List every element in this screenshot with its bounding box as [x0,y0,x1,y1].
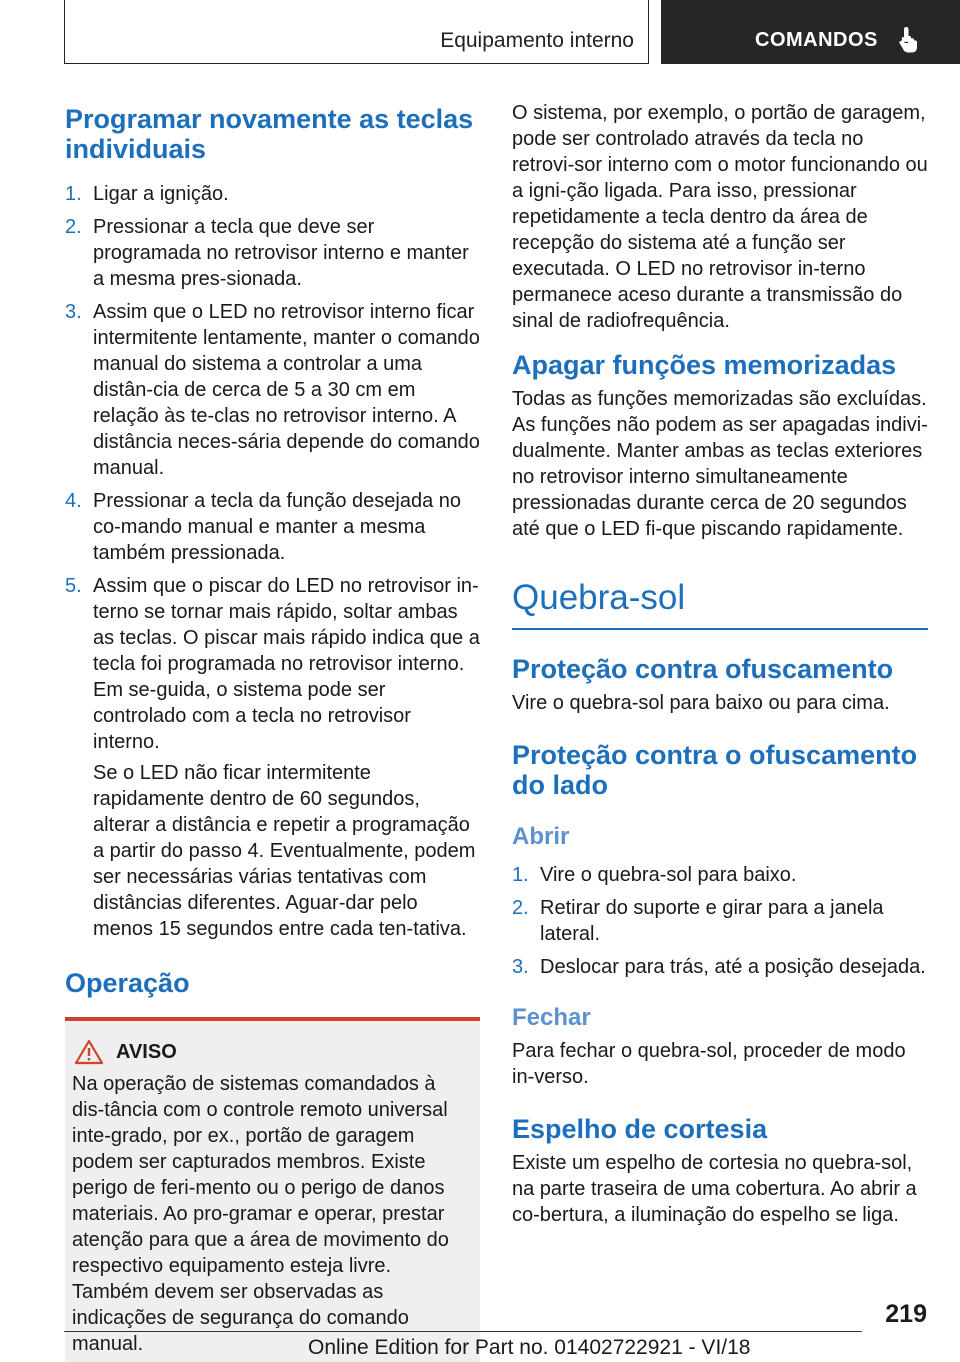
heading-program-keys: Programar novamente as teclas individuais [65,104,474,164]
warning-title: AVISO [116,1040,177,1063]
step-text: Assim que o piscar do LED no retrovisor in-terno se tornar mais rápido, soltar ambas as teclas. O piscar mais rápido indica que a tecla foi programada no retrovisor interno. Em se-guida, o sistema pode ser controlado com a tecla no retrovisor interno. [93,575,480,753]
heading-operation: Operação [65,968,190,998]
delete-functions-text: Todas as funções memorizadas são excluídas. As funções não podem as ser apagadas indivi-dualmente. Manter ambas as teclas exteriores no retrovisor interno simultaneamente pressionadas durante cerca de 20 segundos até que o LED fi-que piscando rapidamente. [512,388,928,540]
header-section-title: Equipamento interno [440,29,634,52]
step-number: 5. [65,575,82,597]
list-item [65,488,480,566]
step5-note: Se o LED não ficar intermitente rapidamente dentro de 60 segundos, alterar a distância e repetir a programação a partir do passo 4. Eventualmente, podem ser necessárias várias tentativas com distâncias diferentes. Aguar-dar pelo menos 15 segundos entre cada ten-tativa. [93,762,476,940]
list-item [512,954,928,980]
list-item [512,895,928,947]
step-text: Pressionar a tecla que deve ser programada no retrovisor interno e manter a mesma pres-sionada. [93,216,469,290]
vanity-mirror-text: Existe um espelho de cortesia no quebra-sol, na parte traseira de uma cobertura. Ao abrir a co-bertura, a iluminação do espelho se liga. [512,1152,917,1226]
list-item [512,862,928,888]
heading-side-glare-protection: Proteção contra o ofuscamento do lado [512,740,918,800]
pointing-hand-icon [897,26,921,54]
step-text: Assim que o LED no retrovisor interno ficar intermitente lentamente, manter o comando manual do sistema a controlar a uma distân-cia de cerca de 5 a 30 cm em relação às te-clas no retrovisor interno. A distância neces-sária depende do comando manual. [93,301,480,479]
header-chapter-title: COMANDOS [755,29,878,51]
heading-close: Fechar [512,1004,591,1031]
header-section-box [64,0,649,64]
heading-glare-protection: Proteção contra ofuscamento [512,654,894,684]
warning-triangle-icon [74,1039,104,1065]
heading-vanity-mirror: Espelho de cortesia [512,1114,768,1144]
footer-rule [64,1331,862,1332]
right-column [512,100,928,1228]
step-number: 3. [65,301,82,323]
list-item [65,573,480,755]
header-chapter-box [661,0,960,64]
list-item [65,214,480,292]
warning-box [65,1021,480,1362]
heading-delete-functions: Apagar funções memorizadas [512,350,897,380]
footer-edition: Online Edition for Part no. 01402722921 - VI/18 [308,1336,751,1359]
open-steps-list [512,862,928,980]
list-item [65,299,480,481]
warning-text: Na operação de sistemas comandados à dis-tância com o controle remoto universal inte-grado, por ex., portão de garagem podem ser capturados membros. Existe perigo de feri-mento ou o perigo de danos materiais. Ao pro-gramar e operar, prestar atenção para que a área de movimento do respectivo equipamento esteja livre. Também devem ser observadas as indicações de segurança do comando manual. [72,1073,449,1355]
close-text: Para fechar o quebra-sol, proceder de modo in-verso. [512,1040,906,1088]
heading-open: Abrir [512,823,570,850]
step-number: 1. [65,183,82,205]
step-text: Deslocar para trás, até a posição desejada. [540,956,926,978]
left-column [65,100,480,1362]
warning-header [72,1039,472,1065]
step-number: 4. [65,490,82,512]
section-rule [512,628,928,630]
list-item [65,181,480,207]
glare-protection-text: Vire o quebra-sol para baixo ou para cima. [512,692,890,714]
step-text: Retirar do suporte e girar para a janela lateral. [540,897,884,945]
page-number: 219 [885,1300,927,1328]
step-number: 2. [512,897,529,919]
step-text: Ligar a ignição. [93,183,229,205]
step-number: 2. [65,216,82,238]
step-number: 3. [512,956,529,978]
step-number: 1. [512,864,529,886]
heading-sun-visor: Quebra-sol [512,578,686,617]
step-text: Vire o quebra-sol para baixo. [540,864,797,886]
system-intro-text: O sistema, por exemplo, o portão de garagem, pode ser controlado através da tecla no retrovi-sor interno com o motor funcionando ou a igni-ção ligada. Para isso, pressionar repetidamente a tecla dentro da área de recepção do sistema até a função ser executada. O LED no retrovisor in-terno permanece aceso durante a transmissão do sinal de radiofrequência. [512,102,928,332]
program-steps-list [65,181,480,755]
step-text: Pressionar a tecla da função desejada no co-mando manual e manter a mesma também pressionada. [93,490,462,564]
